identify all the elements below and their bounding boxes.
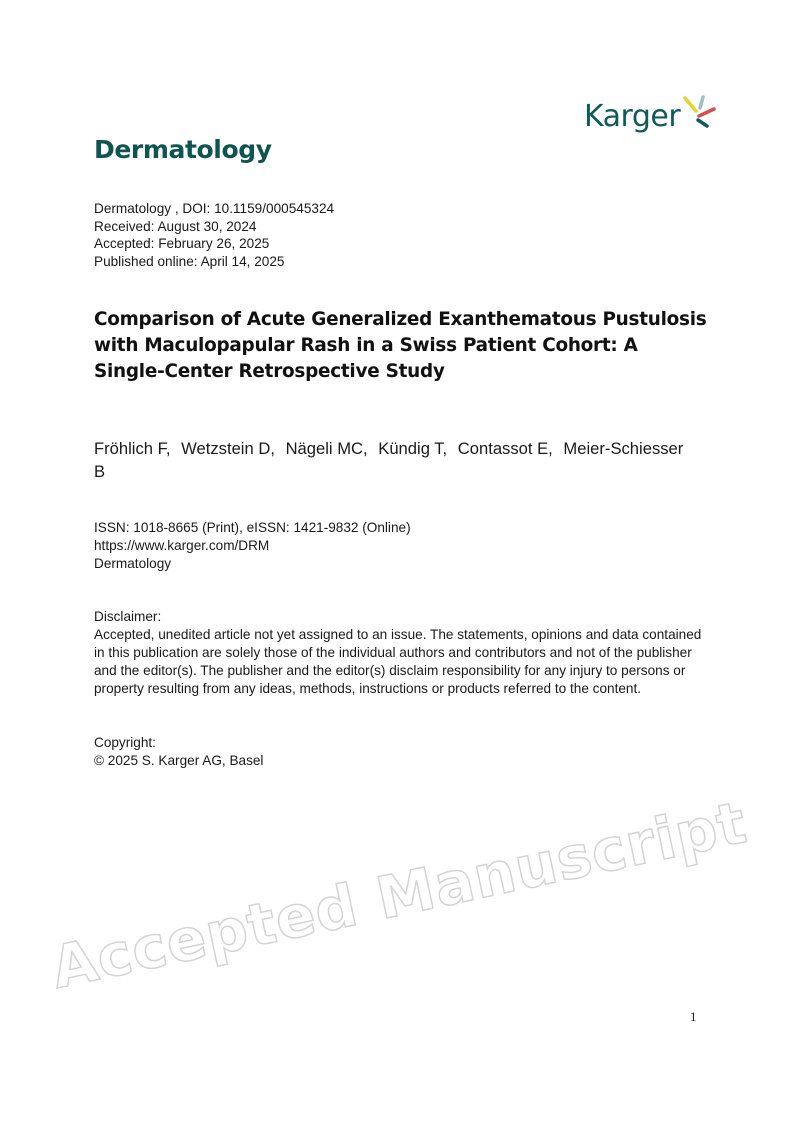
issn-line: ISSN: 1018-8665 (Print), eISSN: 1421-9832 (Online): [94, 520, 411, 535]
disclaimer-heading: Disclaimer:: [94, 609, 162, 624]
article-title: Comparison of Acute Generalized Exanthematous Pustulosis with Maculopapular Rash in a Swiss Patient Cohort: A Single-Center Retrospective Study: [94, 309, 707, 382]
author: Kündig T,: [378, 439, 448, 458]
karger-logo: [584, 94, 717, 132]
author: Contassot E,: [457, 439, 553, 458]
copyright-heading: Copyright:: [94, 735, 156, 750]
author: Fröhlich F,: [94, 439, 171, 458]
published-date: Published online: April 14, 2025: [94, 253, 285, 269]
karger-mark-icon: [681, 94, 717, 130]
page-number: 1: [690, 1009, 697, 1024]
journal-url[interactable]: https://www.karger.com/DRM: [94, 538, 270, 553]
article-metadata: [94, 200, 334, 270]
author: Wetzstein D,: [181, 439, 275, 458]
doi-line: Dermatology , DOI: 10.1159/000545324: [94, 201, 335, 216]
issn-journal-name: Dermatology: [94, 556, 172, 571]
copyright-text: © 2025 S. Karger AG, Basel: [94, 753, 264, 768]
accepted-date: Accepted: February 26, 2025: [94, 236, 270, 251]
author: Nägeli MC,: [285, 439, 368, 458]
journal-title: Dermatology: [94, 135, 272, 164]
disclaimer-block: [94, 608, 704, 698]
accepted-manuscript-watermark: Accepted Manuscript: [45, 788, 753, 1002]
disclaimer-text: Accepted, unedited article not yet assigned to an issue. The statements, opinions and data contained in this publication are solely those of the individual authors and contributors and not of the publisher and the editor(s). The publisher and the editor(s) disclaim responsibility for any injury to persons or property resulting from any ideas, methods, instructions or products referred to the content.: [94, 627, 702, 696]
copyright-block: [94, 734, 263, 770]
author: Meier-Schiesser B: [94, 439, 684, 481]
issn-block: [94, 519, 411, 573]
karger-logo-text: Karger: [584, 99, 681, 134]
received-date: Received: August 30, 2024: [94, 218, 257, 234]
author-list: [94, 437, 684, 483]
